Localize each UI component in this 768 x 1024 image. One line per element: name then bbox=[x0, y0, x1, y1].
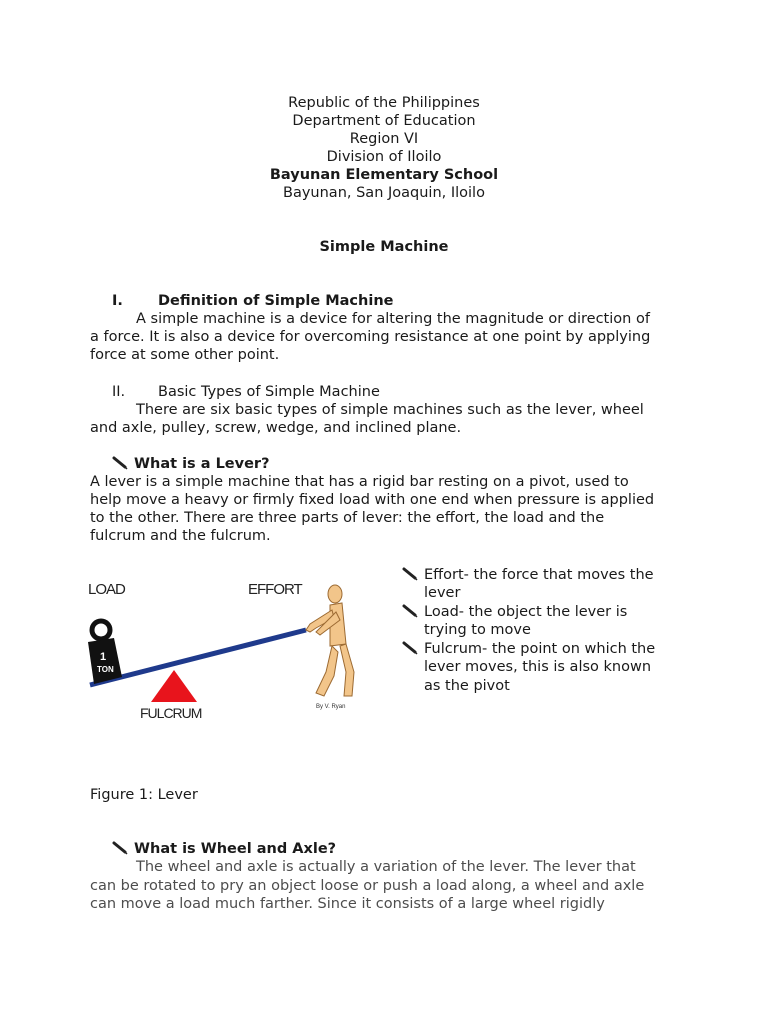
bullet-load-line: trying to move bbox=[424, 622, 531, 638]
header-school: Bayunan Elementary School bbox=[269, 167, 499, 183]
bullet-load bbox=[402, 603, 627, 621]
section2-line: There are six basic types of simple machines such as the lever, wheel bbox=[136, 402, 644, 418]
bullet-load-line: Load- the object the lever is bbox=[424, 604, 628, 620]
figure-caption: Figure 1: Lever bbox=[90, 787, 198, 803]
section1-number: I. bbox=[112, 293, 123, 309]
header-republic: Republic of the Philippines bbox=[288, 95, 480, 111]
lever-line: help move a heavy or firmly fixed load with one end when pressure is applied bbox=[90, 492, 655, 508]
bullet-fulcrum-line: Fulcrum- the point on which the bbox=[424, 641, 656, 657]
one-ton-weight bbox=[88, 621, 122, 684]
fulcrum-triangle bbox=[151, 670, 197, 702]
section2-number: II. bbox=[112, 384, 126, 400]
wheel-heading-row bbox=[112, 840, 336, 858]
lever-figure bbox=[84, 572, 374, 722]
section2-line: and axle, pulley, screw, wedge, and inclined plane. bbox=[90, 420, 462, 436]
lever-heading-row bbox=[112, 455, 269, 473]
wheel-line: can move a load much farther. Since it consists of a large wheel rigidly bbox=[90, 896, 605, 912]
bullet-fulcrum-line: as the pivot bbox=[424, 678, 510, 694]
lever-line: A lever is a simple machine that has a rigid bar resting on a pivot, used to bbox=[90, 474, 629, 490]
document-title: Simple Machine bbox=[319, 239, 449, 255]
figure-credit: By V. Ryan bbox=[316, 704, 346, 710]
header-address: Bayunan, San Joaquin, Iloilo bbox=[283, 185, 485, 201]
lever-heading: What is a Lever? bbox=[134, 456, 270, 472]
figure-load-label: LOAD bbox=[88, 581, 125, 598]
section1-line: a force. It is also a device for overcoming resistance at one point by applying bbox=[90, 329, 651, 345]
wheel-line: can be rotated to pry an object loose or push a load along, a wheel and axle bbox=[90, 878, 645, 894]
weight-number: 1 bbox=[100, 651, 107, 663]
header-department: Department of Education bbox=[292, 113, 476, 129]
figure-fulcrum-label: FULCRUM bbox=[140, 705, 202, 721]
section1-heading: Definition of Simple Machine bbox=[158, 293, 394, 309]
lever-line: fulcrum and the fulcrum. bbox=[90, 528, 271, 544]
bullet-fulcrum bbox=[402, 640, 655, 658]
section1-line: force at some other point. bbox=[90, 347, 280, 363]
header-region: Region VI bbox=[349, 131, 419, 147]
bullet-effort-line: lever bbox=[424, 585, 461, 601]
wheel-heading: What is Wheel and Axle? bbox=[134, 841, 337, 857]
section1-line: A simple machine is a device for altering the magnitude or direction of bbox=[136, 311, 650, 327]
bullet-effort-line: Effort- the force that moves the bbox=[424, 567, 654, 583]
pen-bullet-icon bbox=[402, 567, 418, 581]
wheel-line: The wheel and axle is actually a variation of the lever. The lever that bbox=[136, 859, 636, 875]
lever-line: to the other. There are three parts of lever: the effort, the load and the bbox=[90, 510, 605, 526]
section2-heading: Basic Types of Simple Machine bbox=[158, 384, 380, 400]
pen-bullet-icon bbox=[112, 841, 128, 855]
bullet-effort bbox=[402, 566, 654, 584]
pen-bullet-icon bbox=[402, 641, 418, 655]
pen-bullet-icon bbox=[112, 456, 128, 470]
bullet-fulcrum-line: lever moves, this is also known bbox=[424, 659, 652, 675]
pushing-figure bbox=[306, 585, 354, 696]
lever-bar bbox=[90, 630, 306, 685]
figure-effort-label: EFFORT bbox=[248, 581, 302, 598]
weight-unit: TON bbox=[97, 665, 114, 674]
header-division: Division of Iloilo bbox=[326, 149, 442, 165]
pen-bullet-icon bbox=[402, 604, 418, 618]
